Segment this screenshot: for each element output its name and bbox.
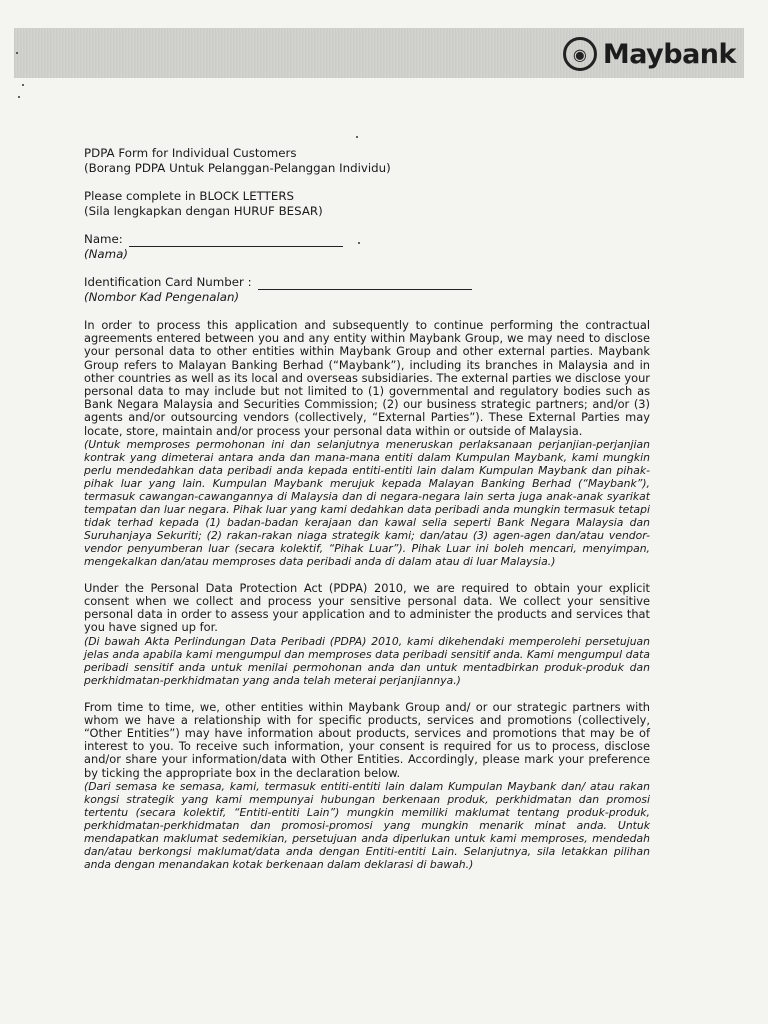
paragraph-en: Under the Personal Data Protection Act (PDPA) 2010, we are required to obtain your explicit consent when we collect and process your sensitive personal data. We collect your sensitive personal data in order to assess your application and to administer the products and services that you have signed up for. xyxy=(84,580,650,635)
name-input-line[interactable] xyxy=(129,234,343,247)
scan-speck xyxy=(356,136,358,138)
paragraph-ms: (Di bawah Akta Perlindungan Data Peribadi (PDPA) 2010, kami dikehendaki memperolehi persetujuan jelas anda apabila kami mengumpul dan memproses data peribadi sensitif anda. Kami mengumpul data peribadi sensitif anda untuk menilai permohonan anda dan untuk mentadbirkan produk-produk dan perkhidmatan-perkhidmatan yang anda telah meterai perjanjiannya.) xyxy=(84,634,650,687)
ic-label: Identification Card Number : xyxy=(84,275,252,289)
form-title-ms: (Borang PDPA Untuk Pelanggan-Pelanggan Individu) xyxy=(84,161,391,175)
name-field-block xyxy=(84,232,650,262)
ic-label-ms: (Nombor Kad Pengenalan) xyxy=(84,290,240,304)
name-label: Name: xyxy=(84,232,123,246)
scan-speck xyxy=(22,84,24,86)
paragraph-other-entities xyxy=(84,701,650,871)
paragraph-data-disclosure xyxy=(84,319,650,568)
instruction-ms: (Sila lengkapkan dengan HURUF BESAR) xyxy=(84,204,323,218)
ic-field-block xyxy=(84,275,650,305)
maybank-logo xyxy=(563,36,736,72)
paragraph-ms: (Dari semasa ke semasa, kami, termasuk entiti-entiti lain dalam Kumpulan Maybank dan/ atau rakan kongsi strategik yang kami mempunyai hubungan berkenaan produk, perkhidmatan dan promosi tertentu (secara kolektif, “Entiti-entiti Lain”) mungkin memiliki maklumat tentang produk-produk, perkhidmatan-perkhidmatan dan promosi-promosi yang mungkin menarik minat anda. Untuk mendapatkan maklumat sedemikian, persetujuan anda diperlukan untuk kami memproses, mendedah dan/atau berkongsi maklumat/data anda dengan Entiti-entiti Lain. Selanjutnya, sila letakkan pilihan anda dengan menandakan kotak berkenaan dalam deklarasi di bawah.) xyxy=(84,779,650,871)
paragraph-en: From time to time, we, other entities within Maybank Group and/ or our strategic partners with whom we have a relationship with for specific products, services and promotions (collectively, “Other Entities”) may have information about products, services and promotions that may be of interest to you. To receive such information, your consent is required for us to process, disclose and/or share your information/data with Other Entities. Accordingly, please mark your preference by ticking the appropriate box in the declaration below. xyxy=(84,699,650,780)
tiger-emblem-icon: ◉ xyxy=(563,37,597,71)
instruction-block xyxy=(84,189,650,219)
paragraph-pdpa-consent xyxy=(84,582,650,687)
logo-text: Maybank xyxy=(602,38,736,70)
form-title: PDPA Form for Individual Customers xyxy=(84,146,297,160)
ic-input-line[interactable] xyxy=(258,277,472,290)
form-content xyxy=(84,146,650,871)
scan-speck xyxy=(18,96,20,98)
name-label-ms: (Nama) xyxy=(84,247,128,261)
paragraph-en: In order to process this application and subsequently to continue performing the contractual agreements entered between you and any entity within Maybank Group, we may need to disclose your personal data to other entities within Maybank Group and other external parties. Maybank Group refers to Malayan Banking Berhad (“Maybank”), including its branches in Malaysia and in other countries as well as its local and overseas subsidiaries. The external parties we disclose your personal data to may include but not limited to (1) governmental and regulatory bodies such as Bank Negara Malaysia and Securities Commission; (2) our business strategic partners; and/or (3) agents and/or outsourcing vendors (collectively, “External Parties”). These External Parties may locate, store, maintain and/or process your personal data within or outside of Malaysia. xyxy=(84,318,650,438)
paragraph-ms: (Untuk memproses permohonan ini dan selanjutnya meneruskan perlaksanaan perjanjian-perjanjian kontrak yang dimeterai antara anda dan mana-mana entiti dalam Kumpulan Maybank, kami mungkin perlu mendedahkan data peribadi anda kepada entiti-entiti lain dalam Kumpulan Maybank dan pihak-pihak luar yang lain. Kumpulan Maybank merujuk kepada Malayan Banking Berhad (“Maybank”), termasuk cawangan-cawangannya di Malaysia dan di negara-negara lain serta juga anak-anak syarikat tempatan dan luar negara. Pihak luar yang kami dedahkan data peribadi anda mungkin termasuk tetapi tidak terhad kepada (1) badan-badan kerajaan dan kawal selia seperti Bank Negara Malaysia dan Suruhanjaya Sekuriti; (2) rakan-rakan niaga strategik kami; dan/atau (3) agen-agen dan/atau vendor-vendor penyumberan luar (secara kolektif, “Pihak Luar”). Pihak Luar ini boleh mencari, menyimpan, mengekalkan dan/atau memproses data peribadi anda di dalam atau di luar Malaysia.) xyxy=(84,437,650,568)
instruction: Please complete in BLOCK LETTERS xyxy=(84,189,295,203)
scan-speck xyxy=(16,52,18,54)
